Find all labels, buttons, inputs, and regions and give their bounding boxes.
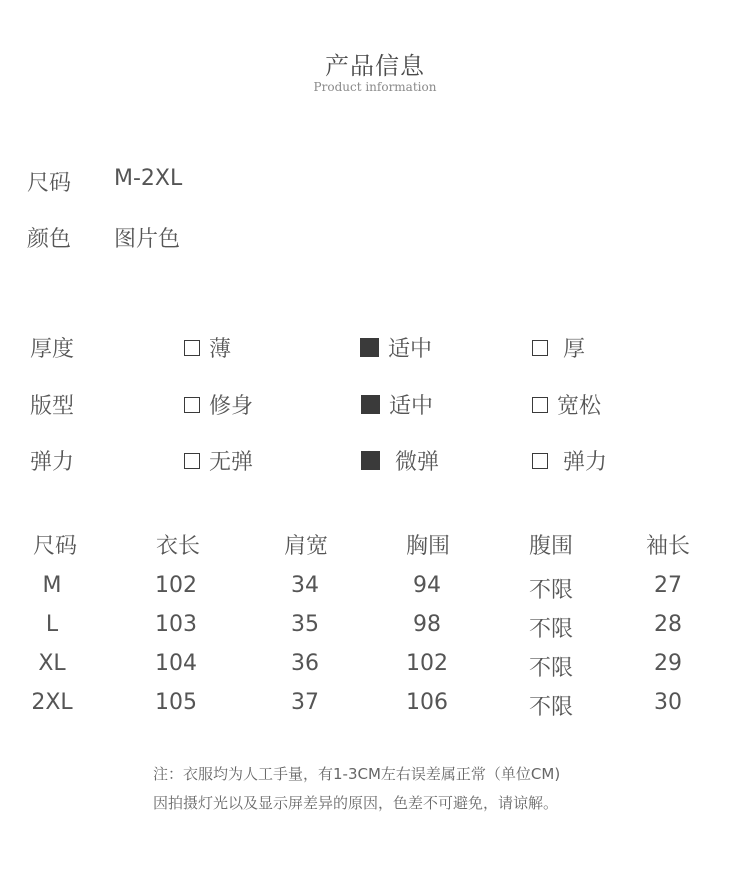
elasticity-option-slight <box>361 445 439 476</box>
checkbox-unchecked-icon <box>532 453 548 469</box>
fit-option-regular <box>361 389 433 420</box>
elasticity-option-elastic <box>532 445 607 476</box>
color-value: 图片色 <box>114 227 181 252</box>
table-header: 尺码 <box>32 534 77 559</box>
table-cell: 102 <box>406 651 448 676</box>
table-cell: 103 <box>155 612 197 637</box>
table-cell: 30 <box>654 690 682 715</box>
option-label: 修身 <box>209 394 254 419</box>
option-label: 适中 <box>388 337 433 362</box>
elasticity-option-none <box>184 445 253 476</box>
elasticity-label: 弹力 <box>30 450 75 475</box>
checkbox-checked-icon <box>360 338 379 357</box>
checkbox-unchecked-icon <box>532 340 548 356</box>
fit-label: 版型 <box>30 394 75 419</box>
table-cell: L <box>45 612 59 637</box>
option-label: 无弹 <box>209 450 254 475</box>
thickness-label: 厚度 <box>30 337 75 362</box>
table-cell: 106 <box>406 690 448 715</box>
table-cell: 102 <box>155 573 197 598</box>
table-cell: 不限 <box>528 695 573 720</box>
option-label: 宽松 <box>557 394 602 419</box>
table-cell: 29 <box>654 651 682 676</box>
table-cell: 不限 <box>528 656 573 681</box>
checkbox-checked-icon <box>361 395 380 414</box>
table-cell: 27 <box>654 573 682 598</box>
option-label: 适中 <box>389 394 434 419</box>
option-label: 厚 <box>563 337 586 362</box>
table-header: 肩宽 <box>283 534 328 559</box>
table-header: 胸围 <box>405 534 450 559</box>
measurement-note: 注：衣服均为人工手量，有1-3CM左右误差属正常（单位CM) <box>153 765 561 783</box>
thickness-option-thin <box>184 332 231 363</box>
thickness-option-medium <box>360 332 432 363</box>
size-range-value: M-2XL <box>114 166 183 191</box>
table-cell: 105 <box>155 690 197 715</box>
page-title: 产品信息 <box>325 52 425 80</box>
color-difference-note: 因拍摄灯光以及显示屏差异的原因，色差不可避免，请谅解。 <box>153 794 559 812</box>
table-cell: 不限 <box>528 578 573 603</box>
table-cell: M <box>42 573 62 598</box>
table-cell: 34 <box>291 573 319 598</box>
table-cell: XL <box>38 651 66 676</box>
page-subtitle: Product information <box>313 80 437 94</box>
table-cell: 36 <box>291 651 319 676</box>
color-label: 颜色 <box>27 227 72 252</box>
table-cell: 37 <box>291 690 319 715</box>
thickness-option-thick <box>532 332 585 363</box>
checkbox-unchecked-icon <box>184 340 200 356</box>
checkbox-unchecked-icon <box>184 397 200 413</box>
size-range-label: 尺码 <box>27 171 72 196</box>
table-cell: 35 <box>291 612 319 637</box>
table-header: 衣长 <box>155 534 200 559</box>
table-cell: 104 <box>155 651 197 676</box>
option-label: 弹力 <box>563 450 608 475</box>
table-cell: 不限 <box>528 617 573 642</box>
table-header: 腹围 <box>528 534 573 559</box>
checkbox-unchecked-icon <box>532 397 548 413</box>
option-label: 薄 <box>209 337 232 362</box>
checkbox-unchecked-icon <box>184 453 200 469</box>
option-label: 微弹 <box>395 450 440 475</box>
table-header: 袖长 <box>645 534 690 559</box>
fit-option-slim <box>184 389 253 420</box>
table-cell: 94 <box>413 573 441 598</box>
fit-option-loose <box>532 389 601 420</box>
checkbox-checked-icon <box>361 451 380 470</box>
table-cell: 2XL <box>31 690 73 715</box>
table-cell: 98 <box>413 612 441 637</box>
table-cell: 28 <box>654 612 682 637</box>
